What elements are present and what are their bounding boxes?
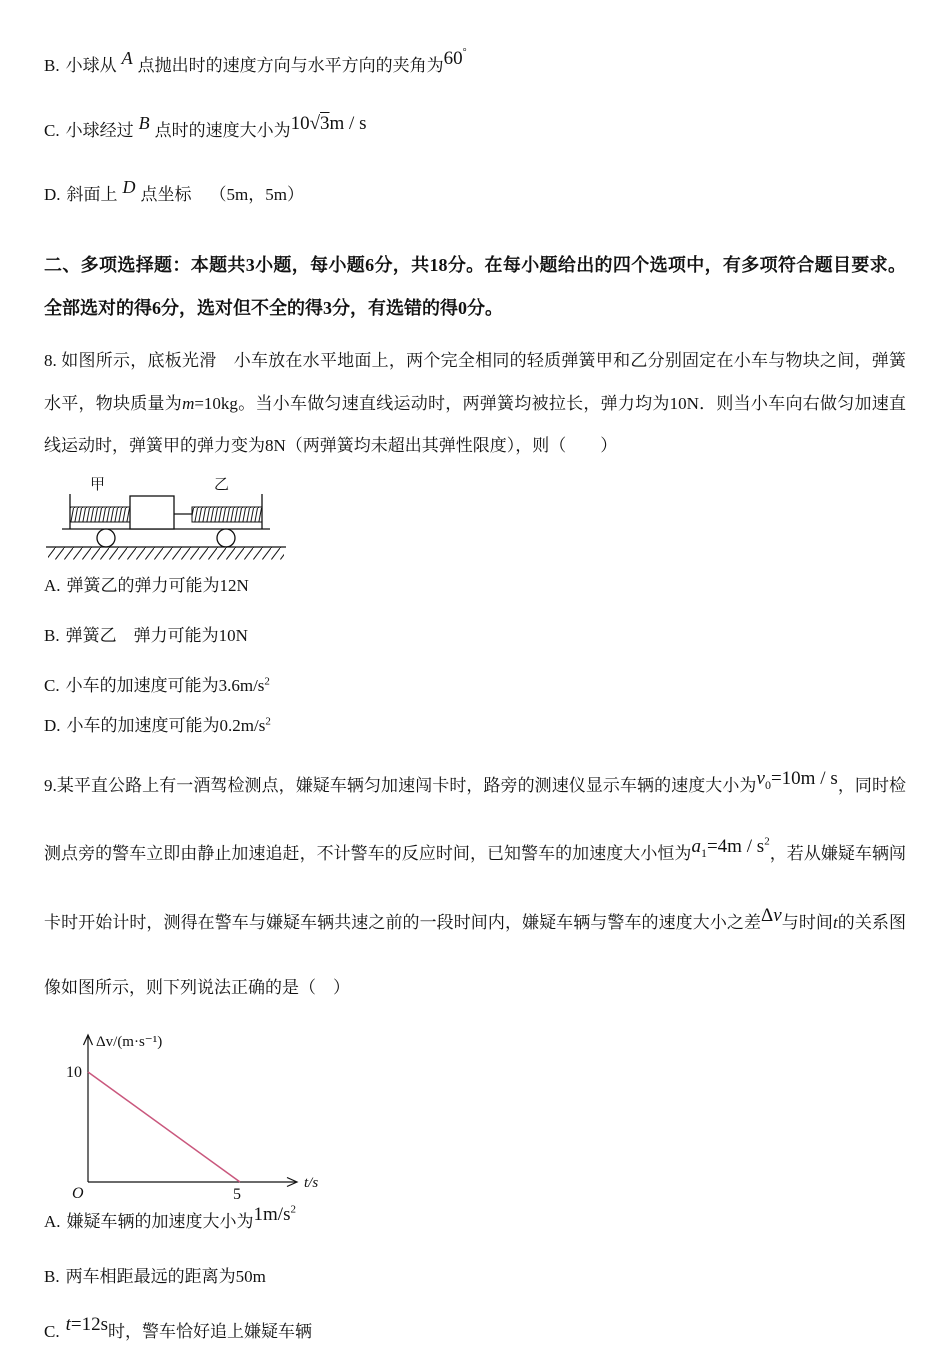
option-label-d: D.	[44, 185, 61, 204]
prev-option-d	[44, 177, 906, 208]
option-label: D.	[44, 716, 61, 736]
option-text: 小球经过	[65, 120, 134, 140]
q9-stem-text-5: 的关系图像如图所示，则下列说法正确的是（ ）	[44, 912, 907, 998]
subscript-0: 0	[764, 777, 771, 792]
option-text: 嫌疑车辆的加速度大小为	[66, 1212, 254, 1232]
prev-option-b	[44, 46, 906, 81]
option-text: 点坐标	[140, 185, 192, 204]
prev-option-c	[44, 112, 906, 146]
acceleration-number: 1m/s	[253, 1204, 291, 1226]
q9-graph-dv-vs-t	[44, 1022, 344, 1200]
math-var-t: t	[832, 912, 838, 932]
math-delta-v	[761, 905, 782, 926]
q8-stem	[44, 340, 906, 468]
math-v0-formula	[756, 768, 838, 792]
option-text: 小球从	[65, 56, 117, 75]
option-label: B.	[44, 625, 60, 645]
q8-stem-text-1: 8. 如图所示，底板光滑 小车放在水平地面上，两个完全相同的轻质弹簧甲和乙分别固定在小车与物块之间，弹簧水平，物块质量为	[44, 351, 906, 413]
option-label: C.	[44, 675, 60, 695]
option-text: 弹簧乙 弹力可能为10N	[65, 625, 248, 645]
section-2-header: 二、多项选择题：本题共3小题，每小题6分，共18分。在每小题给出的四个选项中，有多项符合题目要求。全部选对的得6分，选对但不全的得3分，有选错的得0分。	[44, 255, 906, 319]
option-text: 时，警车恰好追上嫌疑车辆	[107, 1321, 312, 1341]
math-var-B: B	[138, 112, 150, 133]
graph-xtick-5: 5	[233, 1186, 241, 1201]
q9-option-b	[44, 1263, 906, 1292]
q9-stem	[44, 752, 906, 1018]
q8-option-b	[44, 622, 906, 650]
q9-option-c	[44, 1313, 906, 1348]
math-var-a: a	[691, 836, 701, 858]
option-label: A.	[44, 575, 61, 595]
math-speed-value	[291, 113, 367, 134]
radical-sign: √	[309, 112, 321, 134]
degree-symbol: °	[462, 46, 467, 58]
math-var-m: m	[182, 393, 195, 413]
sqrt-coefficient: 10	[290, 112, 310, 134]
option-label: B.	[44, 1266, 60, 1286]
option-text: 弹簧乙的弹力可能为12N	[66, 575, 249, 595]
math-var-D: D	[122, 177, 136, 197]
a1-value: =4m / s	[706, 836, 765, 858]
radicand: 3	[320, 112, 330, 134]
graph-ytick-10: 10	[66, 1064, 82, 1082]
angle-number: 60	[443, 48, 463, 69]
q8-mass-value: =10kg	[194, 393, 238, 413]
math-angle-value	[444, 48, 467, 69]
graph-xlabel: t/s	[304, 1175, 319, 1192]
graph-origin-label: O	[72, 1185, 84, 1201]
q9-stem-text-2: ，同时检测点旁的警车立即由静止加速追赶，不计警车的反应时间，已知警车的加速度大小恒为	[44, 776, 907, 864]
subscript-1: 1	[700, 846, 707, 861]
squared-superscript: 2	[290, 1204, 296, 1217]
squared-superscript: 2	[264, 675, 270, 688]
math-t-formula	[66, 1314, 108, 1335]
option-label-b: B.	[44, 56, 60, 75]
squared-superscript: 2	[764, 836, 770, 849]
option-label: A.	[44, 1212, 61, 1232]
wheel-left	[97, 529, 115, 547]
q9-option-a	[44, 1206, 906, 1238]
q8-option-a	[44, 572, 906, 600]
q8-option-d	[44, 712, 906, 740]
unit: m / s	[329, 112, 367, 134]
option-text: 斜面上	[66, 185, 118, 204]
wheel-right	[217, 529, 235, 547]
q9-stem-text-4: 与时间	[781, 912, 833, 932]
q8-figure-cart-springs	[46, 476, 286, 562]
math-var-v: v	[756, 768, 765, 790]
math-var-v: v	[773, 904, 782, 926]
option-text: 点抛出时的速度方向与水平方向的夹角为	[137, 56, 444, 75]
t-value: =12s	[70, 1313, 108, 1335]
ground-hatching	[48, 547, 284, 559]
math-var-t: t	[65, 1313, 71, 1335]
q8-option-c	[44, 672, 906, 700]
spring-right	[192, 507, 262, 522]
spring-right-label: 乙	[214, 476, 230, 493]
math-a1-formula	[691, 836, 770, 861]
math-acceleration-value	[254, 1204, 296, 1225]
graph-ylabel: Δv/(m·s⁻¹)	[96, 1034, 163, 1051]
math-var-A: A	[121, 48, 133, 68]
spring-left-label: 甲	[90, 476, 106, 493]
option-text: 两车相距最远的距离为50m	[65, 1266, 266, 1286]
squared-superscript: 2	[265, 715, 271, 728]
delta-symbol: Δ	[761, 904, 774, 926]
option-label-c: C.	[44, 120, 60, 140]
option-text: 小车的加速度可能为3.6m/s	[65, 675, 265, 695]
q9-stem-text-1: 9.某平直公路上有一酒驾检测点，嫌疑车辆匀加速闯卡时，路旁的测速仪显示车辆的速度大小为	[44, 776, 757, 796]
q8-stem-text-2: 。当小车做匀速直线运动时，两弹簧均被拉长，弹力均为10N．则当小车向右做匀加速直线运动时，弹簧甲的弹力变为8N（两弹簧均未超出其弹性限度），则（ ）	[44, 393, 906, 456]
block	[130, 496, 174, 529]
option-text: 小车的加速度可能为0.2m/s	[66, 716, 266, 736]
graph-axes	[84, 1035, 298, 1187]
coordinates-value: （5m，5m）	[209, 185, 304, 204]
option-text: 点时的速度大小为	[154, 120, 291, 140]
option-label: C.	[44, 1321, 60, 1341]
spring-left	[70, 507, 130, 522]
graph-line	[88, 1072, 240, 1182]
q9-stem-text-3: ，若从嫌疑车辆闯卡时开始计时，测得在警车与嫌疑车辆共速之前的一段时间内，嫌疑车辆与警车的速度大小之差	[44, 844, 907, 932]
v0-value: =10m / s	[770, 768, 838, 790]
